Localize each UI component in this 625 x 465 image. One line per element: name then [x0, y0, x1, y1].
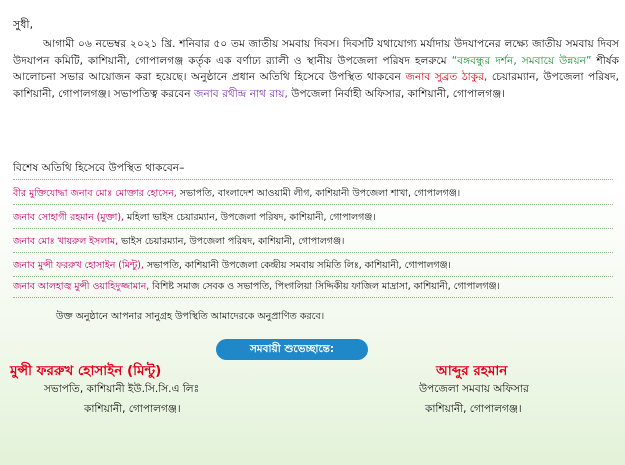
- signatory-name-right: আব্দুর রহমান: [436, 363, 508, 379]
- invite-text-1: আগামী ০৬ নভেম্বর ২০২১ খ্রি. শনিবার ৫০ তম জাতীয় সমবায় দিবস। দিবসটি যথাযোগ্য মর্যাদায় উদযাপনের লক্ষ্যে জাতীয় সমবায় দিবস উদযাপন কমিটি, কাশিয়ানী, গোপালগঞ্জ কর্তৃক এক বর্ণাঢ্য র‌্যালী ও স্থানীয় উপজেলা পরিষদ হলরুমে: [13, 38, 619, 67]
- guest-line: [13, 186, 460, 201]
- guest-line: [13, 258, 451, 273]
- divider: [13, 252, 613, 253]
- divider: [13, 204, 613, 205]
- guest-desc: ভাইস চেয়ারম্যান, উপজেলা পরিষদ, কাশিয়ানী, গোপালগঞ্জ।: [118, 236, 345, 247]
- invite-text-2: শীর্ষক আলোচনা সভার আয়োজন করা হয়েছে। অনুষ্ঠানে প্রধান অতিথি হিসেবে উপস্থিত থাকবেন: [13, 54, 620, 83]
- signatory-title-right: উপজেলা সমবায় অফিসার: [419, 383, 529, 395]
- salutation: সুধী,: [13, 18, 34, 31]
- guest-desc: মহিলা ভাইস চেয়ারম্যান, উপজেলা পরিষদ, কাশিয়ানী, গোপালগঞ্জ।: [123, 212, 376, 223]
- guest-name: জনাব মোঃ খায়রুল ইসলাম,: [13, 236, 119, 247]
- guest-desc: সভাপতি, কাশিয়ানী উপজেলা কেন্দ্রীয় সমবায় সমিতি লিঃ, কাশিয়ানী, গোপালগঞ্জ।: [143, 260, 451, 271]
- invite-text-4: উপজেলা নির্বাহী অফিসার, কাশিয়ানী, গোপালগঞ্জ।: [287, 87, 506, 100]
- guest-line: [13, 279, 500, 294]
- divider: [13, 228, 613, 229]
- divider: [13, 179, 613, 180]
- event-theme: “বঙ্গবন্ধুর দর্শন, সমবায়ে উন্নয়ন”: [451, 54, 592, 67]
- guest-name: জনাব আলহাজ্ব মুন্সী ওয়াহিদুজ্জামান,: [13, 281, 150, 292]
- president-name: জনাব রথীন্দ্র নাথ রায়,: [193, 87, 288, 100]
- invite-text-3: চেয়ারম্যান, উপজেলা পরিষদ, কাশিয়ানী, গোপালগঞ্জ। সভাপতিত্ব করবেন: [13, 71, 619, 100]
- signatory-place-left: কাশিয়ানী, গোপালগঞ্জ।: [84, 403, 181, 415]
- guest-name: জনাব সোহাগী রহমান (মুক্তা),: [13, 212, 124, 223]
- signatory-place-right: কাশিয়ানী, গোপালগঞ্জ।: [425, 403, 522, 415]
- divider: [13, 297, 613, 298]
- guest-name: বীর মুক্তিযোদ্ধা জনাব মোঃ মোক্তার হোসেন,: [13, 188, 177, 199]
- guest-desc: বিশিষ্ট সমাজ সেবক ও সভাপতি, পিংগলিয়া সিদ্দিকীয় ফাজিল মাদ্রাসা, কাশিয়ানী, গোপালগঞ্জ।: [149, 281, 500, 292]
- guest-line: [13, 210, 376, 225]
- guest-name: জনাব মুন্সী ফররুখ হোসাইন (মিন্টু),: [13, 260, 144, 271]
- greeting-badge: সমবায়ী শুভেচ্ছান্তে:: [216, 339, 368, 360]
- chief-guest-name: জনাব সুব্রত ঠাকুর,: [405, 71, 488, 83]
- signatory-title-left: সভাপতি, কাশিয়ানী ইউ.সি.সি.এ লিঃ: [44, 383, 200, 395]
- guest-desc: সভাপতি, বাংলাদেশ আওয়ামী লীগ, কাশিয়ানী উপজেলা শাখা, গোপালগঞ্জ।: [176, 188, 461, 199]
- invitation-paragraph: [13, 36, 619, 102]
- guest-line: [13, 234, 344, 249]
- special-guests-heading: বিশেষ অতিথি হিসেবে উপস্থিত থাকবেন–: [13, 162, 185, 174]
- divider: [13, 276, 613, 277]
- closing-line: উক্ত অনুষ্ঠানে আপনার সানুগ্রহ উপস্থিতি আমাদেরকে অনুপ্রাণিত করবে।: [56, 311, 325, 322]
- signatory-name-left: মুন্সী ফররুখ হোসাইন (মিন্টু): [10, 363, 162, 379]
